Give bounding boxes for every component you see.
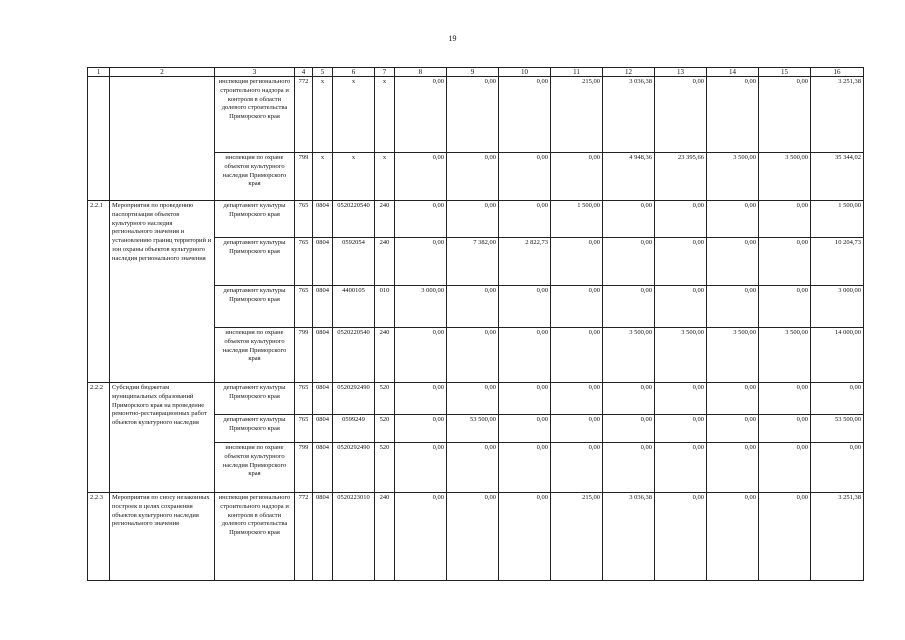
year-value-cell: 23 395,66 [655,153,707,201]
expense-type-cell: 240 [375,328,395,383]
year-value-cell: 0,00 [447,286,499,328]
target-article-cell: 0599249 [333,415,375,443]
year-value-cell: 0,00 [603,383,655,415]
measure-code: 2.2.1 [88,201,110,383]
page-number: 19 [448,34,457,43]
year-value-cell: 3 500,00 [655,328,707,383]
year-value-cell: 0,00 [499,77,551,153]
section-code-cell: 0804 [313,493,333,581]
year-value-cell: 0,00 [707,383,759,415]
table-row [88,383,864,415]
total-value-cell: 3 000,00 [811,286,864,328]
executor-cell: инспекция регионального строительного надзора и контроля в области долевого строительства Приморского края [215,77,295,153]
column-number-cell: 11 [551,68,603,77]
column-number-cell: 2 [110,68,215,77]
target-article-cell: 0520223010 [333,493,375,581]
year-value-cell: 3 500,00 [707,153,759,201]
executor-cell: инспекция по охране объектов культурного наследия Приморского края [215,328,295,383]
executor-cell: департамент культуры Приморского края [215,415,295,443]
ministry-code-cell: 772 [295,77,313,153]
year-value-cell: 3 500,00 [759,153,811,201]
column-number-cell: 12 [603,68,655,77]
executor-cell: департамент культуры Приморского края [215,286,295,328]
year-value-cell: 0,00 [707,443,759,493]
expense-type-cell: 520 [375,415,395,443]
year-value-cell: 0,00 [655,493,707,581]
column-number-cell: 15 [759,68,811,77]
year-value-cell: 0,00 [655,201,707,238]
year-value-cell: 0,00 [655,238,707,286]
measure-name: Субсидии бюджетам муниципальных образований Приморского края на проведение ремонтно-реставрационных работ объектов культурного наследия [110,383,215,493]
total-value-cell: 35 344,02 [811,153,864,201]
section-code-cell: х [313,153,333,201]
year-value-cell: 0,00 [551,238,603,286]
year-value-cell: 0,00 [499,443,551,493]
executor-cell: департамент культуры Приморского края [215,238,295,286]
table-row [88,77,864,153]
column-number-cell: 7 [375,68,395,77]
target-article-cell: 0520292490 [333,443,375,493]
year-value-cell: 0,00 [759,493,811,581]
expense-type-cell: х [375,153,395,201]
ministry-code-cell: 765 [295,286,313,328]
measure-name: Мероприятия по проведению паспортизация объектов культурного наследия регионального значения и установлению границ территорий и зон охраны объектов культурного наследия регионального значения [110,201,215,383]
year-value-cell: 0,00 [603,286,655,328]
year-value-cell: 2 822,73 [499,238,551,286]
ministry-code-cell: 765 [295,383,313,415]
year-value-cell: 0,00 [499,415,551,443]
total-value-cell: 1 500,00 [811,201,864,238]
ministry-code-cell: 772 [295,493,313,581]
year-value-cell: 0,00 [395,443,447,493]
expense-type-cell: 520 [375,443,395,493]
expense-type-cell: 240 [375,238,395,286]
total-value-cell: 3 251,38 [811,493,864,581]
column-number-cell: 8 [395,68,447,77]
year-value-cell: 0,00 [395,415,447,443]
year-value-cell: 3 036,38 [603,493,655,581]
ministry-code-cell: 799 [295,328,313,383]
year-value-cell: 0,00 [499,201,551,238]
year-value-cell: 0,00 [655,415,707,443]
year-value-cell: 0,00 [603,238,655,286]
year-value-cell: 0,00 [447,153,499,201]
year-value-cell: 0,00 [707,201,759,238]
total-value-cell: 14 000,00 [811,328,864,383]
year-value-cell: 0,00 [707,77,759,153]
year-value-cell: 0,00 [603,415,655,443]
year-value-cell: 0,00 [759,286,811,328]
year-value-cell: 0,00 [655,77,707,153]
executor-cell: департамент культуры Приморского края [215,201,295,238]
column-number-cell: 1 [88,68,110,77]
year-value-cell: 0,00 [603,201,655,238]
year-value-cell: 0,00 [551,153,603,201]
year-value-cell: 0,00 [395,153,447,201]
measure-name: Мероприятия по сносу незаконных построек в целях сохранения объектов культурного наследия регионального значения [110,493,215,581]
total-value-cell: 0,00 [811,383,864,415]
year-value-cell: 0,00 [395,238,447,286]
section-code-cell: 0804 [313,328,333,383]
expense-type-cell: 240 [375,493,395,581]
year-value-cell: 0,00 [759,443,811,493]
target-article-cell: 0520220540 [333,328,375,383]
executor-cell: департамент культуры Приморского края [215,383,295,415]
target-article-cell: 0592054 [333,238,375,286]
ministry-code-cell: 765 [295,238,313,286]
year-value-cell: 3 000,00 [395,286,447,328]
year-value-cell: 0,00 [707,415,759,443]
year-value-cell: 0,00 [551,383,603,415]
year-value-cell: 4 948,36 [603,153,655,201]
year-value-cell: 0,00 [499,493,551,581]
column-number-cell: 10 [499,68,551,77]
target-article-cell: 4400105 [333,286,375,328]
year-value-cell: 0,00 [447,77,499,153]
section-code-cell: 0804 [313,415,333,443]
table-row [88,493,864,581]
year-value-cell: 215,00 [551,493,603,581]
year-value-cell: 0,00 [551,286,603,328]
year-value-cell: 0,00 [655,286,707,328]
ministry-code-cell: 799 [295,153,313,201]
section-code-cell: 0804 [313,201,333,238]
year-value-cell: 0,00 [759,77,811,153]
expense-type-cell: 240 [375,201,395,238]
year-value-cell: 215,00 [551,77,603,153]
column-number-cell: 16 [811,68,864,77]
total-value-cell: 10 204,73 [811,238,864,286]
expense-type-cell: 520 [375,383,395,415]
section-code-cell: 0804 [313,286,333,328]
year-value-cell: 7 382,00 [447,238,499,286]
section-code-cell: 0804 [313,383,333,415]
measure-code: 2.2.3 [88,493,110,581]
measure-name [110,77,215,201]
year-value-cell: 0,00 [707,493,759,581]
year-value-cell: 0,00 [499,328,551,383]
executor-cell: инспекция регионального строительного надзора и контроля в области долевого строительства Приморского края [215,493,295,581]
year-value-cell: 0,00 [395,383,447,415]
target-article-cell: х [333,153,375,201]
year-value-cell: 0,00 [447,201,499,238]
year-value-cell: 0,00 [447,493,499,581]
column-number-cell: 5 [313,68,333,77]
year-value-cell: 0,00 [395,201,447,238]
total-value-cell: 53 500,00 [811,415,864,443]
expense-type-cell: 010 [375,286,395,328]
column-number-cell: 6 [333,68,375,77]
year-value-cell: 0,00 [655,383,707,415]
year-value-cell: 0,00 [395,493,447,581]
year-value-cell: 0,00 [707,238,759,286]
year-value-cell: 0,00 [551,415,603,443]
measure-code: 2.2.2 [88,383,110,493]
budget-table [87,67,864,581]
year-value-cell: 0,00 [447,383,499,415]
total-value-cell: 0,00 [811,443,864,493]
year-value-cell: 0,00 [499,383,551,415]
year-value-cell: 0,00 [707,286,759,328]
year-value-cell: 3 036,38 [603,77,655,153]
total-value-cell: 3 251,38 [811,77,864,153]
target-article-cell: 0520292490 [333,383,375,415]
year-value-cell: 0,00 [551,443,603,493]
column-number-cell: 14 [707,68,759,77]
table-row [88,201,864,238]
year-value-cell: 3 500,00 [759,328,811,383]
ministry-code-cell: 765 [295,415,313,443]
year-value-cell: 0,00 [499,286,551,328]
column-number-cell: 13 [655,68,707,77]
section-code-cell: 0804 [313,238,333,286]
ministry-code-cell: 799 [295,443,313,493]
year-value-cell: 0,00 [447,443,499,493]
section-code-cell: х [313,77,333,153]
year-value-cell: 0,00 [759,415,811,443]
ministry-code-cell: 765 [295,201,313,238]
target-article-cell: 0520220540 [333,201,375,238]
column-number-row [88,68,864,77]
year-value-cell: 0,00 [759,383,811,415]
expense-type-cell: х [375,77,395,153]
year-value-cell: 1 500,00 [551,201,603,238]
year-value-cell: 0,00 [655,443,707,493]
column-number-cell: 3 [215,68,295,77]
year-value-cell: 0,00 [759,201,811,238]
column-number-cell: 9 [447,68,499,77]
year-value-cell: 0,00 [395,328,447,383]
target-article-cell: х [333,77,375,153]
year-value-cell: 0,00 [603,443,655,493]
year-value-cell: 0,00 [395,77,447,153]
column-number-cell: 4 [295,68,313,77]
measure-code [88,77,110,201]
year-value-cell: 3 500,00 [707,328,759,383]
executor-cell: инспекция по охране объектов культурного наследия Приморского края [215,443,295,493]
year-value-cell: 53 500,00 [447,415,499,443]
year-value-cell: 0,00 [551,328,603,383]
year-value-cell: 3 500,00 [603,328,655,383]
section-code-cell: 0804 [313,443,333,493]
year-value-cell: 0,00 [759,238,811,286]
executor-cell: инспекция по охране объектов культурного наследия Приморского края [215,153,295,201]
year-value-cell: 0,00 [447,328,499,383]
year-value-cell: 0,00 [499,153,551,201]
